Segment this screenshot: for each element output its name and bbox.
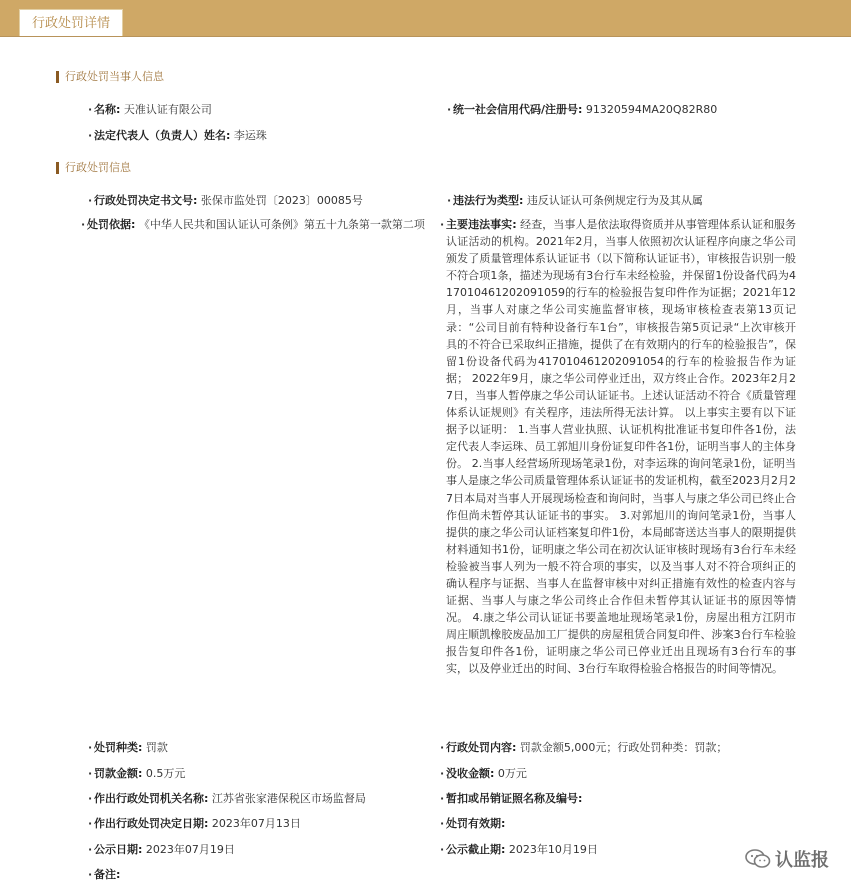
field-publish-end: · 公示截止期: 2023年10月19日 bbox=[440, 843, 598, 856]
publish-date-label: 公示日期: bbox=[94, 843, 143, 856]
field-facts: · 主要违法事实: 经查，当事人是依法取得资质并从事管理体系认证和服务认证活动的机构。2021年2月，当事人依照初次认证程序向康之华公司颁发了质量管理体系认证证书（以下简称认证证书），审核报告识别一般不符合项1条，描述为现场有3台行车未经检验，并保留1份设备代码为417010461202091059的行车的检验报告复印件作为证据；2021年12月，当事人对康之华公司实施监督审核，现场审核检查表第13页记录：“公司目前有特种设备行车1台”，审核报告第5页记录“上次审核开具的不符合已采取纠正措施，提供了在有效期内的行车的检验报告”，保留1份设备代码为417010461202091054的行车的检验报告作为证据； 2022年9月，康之华公司停业迁出，双方终止合作。2023年2月27日，当事人暂停康之华公司认证证书。上述认证活动不符合《质量管理体系认证规则》有关程序，违法所得无法计算。 以上事实主要有以下证据予以证明： 1.当事人营业执照、认证机构批准证书复印件各1份，法定代表人李运珠、员工郭旭川身份证复印件各1份，证明当事人的主体身份。 2.当事人经营场所现场笔录1份，对李运珠的询问笔录1份，证明当事人是康之华公司质量管理体系认证证书的发证机构，截至2023月2月27日本局对当事人开展现场检查和询问时，当事人与康之华公司已终止合作但尚未暂停其认证证书的事实。 3.对郭旭川的询问笔录1份，当事人提供的康之华公司认证档案复印件1份，本局邮寄送达当事人的限期提供材料通知书1份，证明康之华公司在初次认证审核时现场有3台行车未经检验被当事人列为一般不符合项的事实，以及当事人对不符合项纠正的确认程序与证据、当事人在监督审核中对纠正措施有效性的检查内容与证据、当事人与康之华公司终止合作但未暂停其认证证书的原因等情况。 4.康之华公司认证证书要盖地址现场笔录1份，房屋出租方江阴市周庄顺凯橡胶废品加工厂提供的房屋租赁合同复印件、涉案3台行车检验报告复印件各1份，证明康之华公司已停业迁出且现场有3台行车的事实，以及停业迁出的时间、3台行车取得检验合格报告的时间等情况。 bbox=[440, 218, 797, 676]
fine-label: 罚款金额: bbox=[94, 767, 143, 780]
violation-type-value: 违反认证认可条例规定行为及其从属 bbox=[526, 194, 703, 207]
decision-date-label: 作出行政处罚决定日期: bbox=[94, 817, 209, 830]
facts-label: 主要违法事实: bbox=[446, 218, 517, 231]
basis-value: 《中华人民共和国认证认可条例》第五十九条第一款第二项 bbox=[138, 218, 425, 231]
authority-label: 作出行政处罚机关名称: bbox=[94, 792, 209, 805]
field-doc-no: · 行政处罚决定书文号: 张保市监处罚〔2023〕00085号 bbox=[88, 194, 363, 207]
field-publish-date: · 公示日期: 2023年07月19日 bbox=[88, 843, 235, 856]
field-confiscation: · 没收金额: 0万元 bbox=[440, 767, 527, 780]
validity-label: 处罚有效期: bbox=[446, 817, 506, 830]
wechat-icon bbox=[745, 848, 771, 870]
authority-value: 江苏省张家港保税区市场监督局 bbox=[211, 792, 366, 805]
credit-code-value: 91320594MA20Q82R80 bbox=[585, 103, 718, 116]
watermark bbox=[745, 846, 829, 872]
penalty-type-label: 处罚种类: bbox=[94, 741, 143, 754]
field-remark: · 备注: bbox=[88, 868, 121, 881]
tab-penalty-detail[interactable]: 行政处罚详情 bbox=[19, 9, 123, 36]
field-fine: · 罚款金额: 0.5万元 bbox=[88, 767, 186, 780]
publish-end-value: 2023年10月19日 bbox=[508, 843, 598, 856]
penalty-type-value: 罚款 bbox=[145, 741, 168, 754]
field-legal-rep: · 法定代表人（负责人）姓名: 李运珠 bbox=[88, 129, 267, 142]
name-value: 天准认证有限公司 bbox=[123, 103, 212, 116]
publish-end-label: 公示截止期: bbox=[446, 843, 506, 856]
field-basis: · 处罚依据: 《中华人民共和国认证认可条例》第五十九条第一款第二项 bbox=[81, 218, 425, 231]
legal-rep-label: 法定代表人（负责人）姓名: bbox=[94, 129, 231, 142]
confiscation-value: 0万元 bbox=[497, 767, 527, 780]
fine-value: 0.5万元 bbox=[145, 767, 186, 780]
field-name: · 名称: 天准认证有限公司 bbox=[88, 103, 212, 116]
confiscation-label: 没收金额: bbox=[446, 767, 495, 780]
decision-date-value: 2023年07月13日 bbox=[211, 817, 301, 830]
basis-label: 处罚依据: bbox=[87, 218, 136, 231]
field-penalty-type: · 处罚种类: 罚款 bbox=[88, 741, 168, 754]
field-decision-date: · 作出行政处罚决定日期: 2023年07月13日 bbox=[88, 817, 301, 830]
credit-code-label: 统一社会信用代码/注册号: bbox=[453, 103, 583, 116]
section-title-party: 行政处罚当事人信息 bbox=[56, 71, 164, 83]
license-label: 暂扣或吊销证照名称及编号: bbox=[446, 792, 583, 805]
violation-type-label: 违法行为类型: bbox=[453, 194, 524, 207]
header-bar bbox=[0, 0, 851, 37]
field-violation-type: · 违法行为类型: 违反认证认可条例规定行为及其从属 bbox=[447, 194, 703, 207]
section-title-penalty: 行政处罚信息 bbox=[56, 162, 131, 174]
field-credit-code: · 统一社会信用代码/注册号: 91320594MA20Q82R80 bbox=[447, 103, 718, 116]
watermark-text: 认监报 bbox=[775, 850, 829, 871]
field-validity: · 处罚有效期: bbox=[440, 817, 506, 830]
penalty-content-value: 罚款金额5,000元；行政处罚种类：罚款； bbox=[519, 741, 728, 754]
doc-no-value: 张保市监处罚〔2023〕00085号 bbox=[200, 194, 363, 207]
field-penalty-content: · 行政处罚内容: 罚款金额5,000元；行政处罚种类：罚款； bbox=[440, 741, 728, 754]
field-license: · 暂扣或吊销证照名称及编号: bbox=[440, 792, 583, 805]
publish-date-value: 2023年07月19日 bbox=[145, 843, 235, 856]
field-authority: · 作出行政处罚机关名称: 江苏省张家港保税区市场监督局 bbox=[88, 792, 366, 805]
facts-value: 经查，当事人是依法取得资质并从事管理体系认证和服务认证活动的机构。2021年2月，当事人依照初次认证程序向康之华公司颁发了质量管理体系认证证书（以下简称认证证书），审核报告识别一般不符合项1条，描述为现场有3台行车未经检验，并保留1份设备代码为417010461202091059的行车的检验报告复印件作为证据；2021年12月，当事人对康之华公司实施监督审核，现场审核检查表第13页记录：“公司目前有特种设备行车1台”，审核报告第5页记录“上次审核开具的不符合已采取纠正措施，提供了在有效期内的行车的检验报告”，保留1份设备代码为417010461202091054的行车的检验报告作为证据； 2022年9月，康之华公司停业迁出，双方终止合作。2023年2月27日，当事人暂停康之华公司认证证书。上述认证活动不符合《质量管理体系认证规则》有关程序，违法所得无法计算。 以上事实主要有以下证据予以证明： 1.当事人营业执照、认证机构批准证书复印件各1份，法定代表人李运珠、员工郭旭川身份证复印件各1份，证明当事人的主体身份。 2.当事人经营场所现场笔录1份，对李运珠的询问笔录1份，证明当事人是康之华公司质量管理体系认证证书的发证机构，截至2023月2月27日本局对当事人开展现场检查和询问时，当事人与康之华公司已终止合作但尚未暂停其认证证书的事实。 3.对郭旭川的询问笔录1份，当事人提供的康之华公司认证档案复印件1份，本局邮寄送达当事人的限期提供材料通知书1份，证明康之华公司在初次认证审核时现场有3台行车未经检验被当事人列为一般不符合项的事实，以及当事人对不符合项纠正的确认程序与证据、当事人在监督审核中对纠正措施有效性的检查内容与证据、当事人与康之华公司终止合作但未暂停其认证证书的原因等情况。 4.康之华公司认证证书要盖地址现场笔录1份，房屋出租方江阴市周庄顺凯橡胶废品加工厂提供的房屋租赁合同复印件、涉案3台行车检验报告复印件各1份，证明康之华公司已停业迁出且现场有3台行车的事实，以及停业迁出的时间、3台行车取得检验合格报告的时间等情况。 bbox=[446, 218, 797, 676]
legal-rep-value: 李运珠 bbox=[233, 129, 267, 142]
name-label: 名称: bbox=[94, 103, 121, 116]
remark-label: 备注: bbox=[94, 868, 121, 881]
penalty-content-label: 行政处罚内容: bbox=[446, 741, 517, 754]
doc-no-label: 行政处罚决定书文号: bbox=[94, 194, 198, 207]
